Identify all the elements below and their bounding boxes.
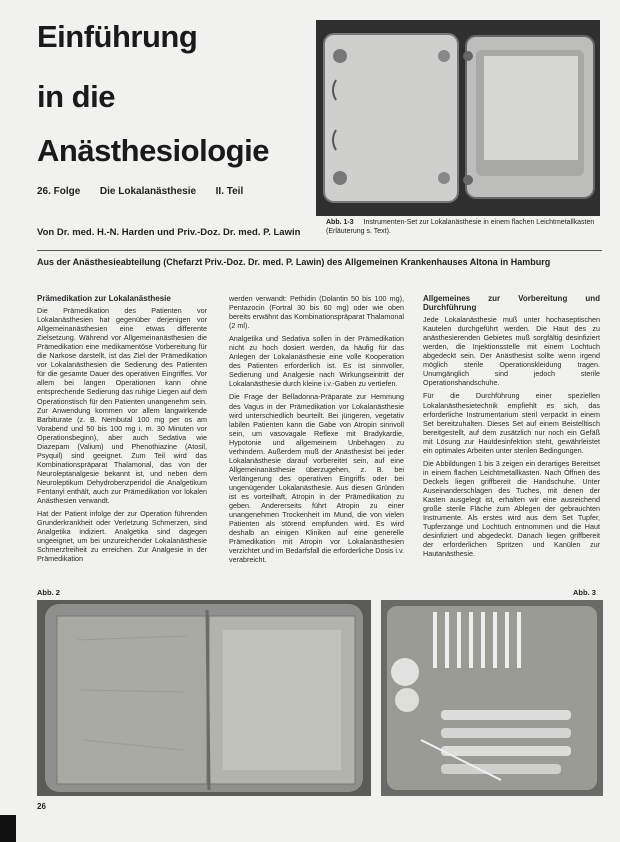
- column-3-paragraph-2: Für die Durchführung einer speziellen Lokalanästhesietechnik empfiehlt es sich, das erforderliche Instrumentarium steril verpackt in einem Set bereitzuhalten. Dieses Set auf einem Beistelltisch bereitgestellt, auf dem zusätzlich nur noch ein Gefäß mit Lösung zur Hautdesinfektion steht, gewährleistet ein optimales Arbeiten unter sterilen Bedingungen.: [423, 391, 600, 455]
- column-2-paragraph-2: Analgetika und Sedativa sollen in der Prämedikation nicht zu hoch dosiert werden, da häufig für das Anlegen der Lokalanästhesie eine volle Kooperation des Patienten erforderlich ist. Es ist sinnvoller, Sedierung und Analgesie nach Wirkungseintritt der Lokalanästhesie durch kleine i.v.-Gaben zu vertiefen.: [229, 334, 404, 389]
- series-label: 26. Folge: [37, 186, 81, 197]
- series-topic: Die Lokalanästhesie: [99, 186, 197, 197]
- figure-2-label: Abb. 2: [37, 588, 60, 597]
- column-3-paragraph-3: Die Abbildungen 1 bis 3 zeigen ein derartiges Bereitset in einem flachen Leichtmetallkasten. Nach Öffnen des Deckels liegen griffbereit die Handschuhe. Unter Auseinanderschlagen des Tuches, mit denen der Kasten ausgelegt ist, erhalten wir eine ausreichend große sterile Fläche zum Ablegen der gebrauchten Instrumente. Als erstes wird aus dem Set Tupfer, Tupferzange und Lochtuch entnommen und die Haut desinfiziert und abgedeckt. Danach liegen griffbereit der erforderlichen Spritzen und Kanülen zur Hautanästhesie.: [423, 458, 600, 559]
- title-line-2: in die: [37, 79, 115, 114]
- open-case-towel-image: [37, 600, 371, 796]
- figure-1-caption: [326, 218, 602, 236]
- figure-2-photo: [37, 600, 371, 796]
- column-3: [423, 294, 600, 562]
- figure-1-photo: [316, 20, 600, 216]
- authors-byline: Von Dr. med. H.-N. Harden und Priv.-Doz. Dr. med. P. Lawin: [37, 227, 301, 238]
- page-edge-marker: [0, 815, 16, 842]
- column-1: [37, 294, 207, 567]
- figure-3-photo: [381, 600, 603, 796]
- column-2-paragraph-3: Die Frage der Belladonna-Präparate zur Hemmung des Vagus in der Prämedikation vor Lokalanästhesie wird unterschiedlich beurteilt. Bei jüngeren, vegetativ labilen Patienten kann die Gabe von Atropin sinnvoll sein, um vasovagale Reflexe mit Bradykardie, Hypotonie und allgemeinem Unbehagen zu verhindern. Außerdem muß der Anästhesist bei jeder Lokalanästhesie darauf vorbereitet sein, auf eine Allgemeinanästhesie überzugehen, z. B. bei Verlängerung des operativen Eingriffs oder bei ungenügender Lokalanästhesie. Aus diesen Gründen ist es vorteilhaft, Atropin in der Prämedikation zu geben. Andererseits führt Atropin zu einer unangenehmen Trockenheit im Mund, die von vielen Patienten als störend empfunden wird. Es wird deshalb an einigen Kliniken auf eine generelle Prämedikation mit Atropin vor Lokalanästhesien verzichtet und im Bedarfsfall die erforderliche Dosis i.v. verabreicht.: [229, 392, 404, 565]
- instruments-tray-image: [381, 600, 603, 796]
- series-part: II. Teil: [215, 186, 244, 197]
- column-3-paragraph-1: Jede Lokalanästhesie muß unter hochaseptischen Kautelen durchgeführt werden. Die Haut des zu anästhesierenden Gebietes muß sorgfältig desinfiziert werden, die Injektionsstelle mit einem Lochtuch abgedeckt sein. Der Anästhesist sollte wenn irgend möglich sterile Operationskleidung tragen. Unumgänglich sind jedoch sterile Operationshandschuhe.: [423, 315, 600, 388]
- figure-3-label: Abb. 3: [573, 588, 596, 597]
- column-1-paragraph-1: Die Prämedikation des Patienten vor Lokalanästhesien hat gegenüber derjenigen vor Allgemeinanästhesien eine etwas differente Zielsetzung. Während vor Allgemeinanästhesien die Prämedikation eine medikamentöse Vorbereitung für die Narkose darstellt, ist das Ziel der Prämedikation vor Lokalanästhesien die Sedierung des Patienten für die gesamte Dauer des operativen Eingriffes. Vor allem bei langen Operationen kann ohne entsprechende Sedierung das ruhige Liegen auf dem Operationstisch für den Patienten unangenehm sein. Zur Anwendung kommen vor allem langwirkende Barbiturate (z. B. Nembutal 100 mg per os am Vorabend und 50 bis 100 mg i. m. 30 Minuten vor Operationsbeginn), aber auch Sedativa wie Diazepam (Valium) und Phenothiazine (Atosil, Psyquil) sind geeignet. Zum Teil wird das Kombinationspräparat Thalamonal, das von der Neuroleptanalgesie bekannt ist, und neben dem Neuroleptikum Dehydrobenzperidol die Analgetikum Fentanyl enthält, auch zur Prämedikation vor lokalen Anästhesien verwandt.: [37, 306, 207, 506]
- column-3-heading: Allgemeines zur Vorbereitung und Durchführung: [423, 294, 600, 313]
- series-line: [37, 186, 243, 197]
- header-divider: [37, 250, 602, 251]
- instrument-case-image: [316, 20, 600, 216]
- figure-1-caption-label: Abb. 1-3: [326, 219, 354, 226]
- title-line-3: Anästhesiologie: [37, 133, 269, 168]
- column-2-paragraph-1: werden verwandt: Pethidin (Dolantin 50 bis 100 mg), Pentazocin (Fortral 30 bis 60 mg) oder wie oben bereits erwähnt das Kombinationspräparat Thalamonal (2 ml).: [229, 294, 404, 331]
- column-1-heading: Prämedikation zur Lokalanästhesie: [37, 294, 171, 303]
- title-line-1: Einführung: [37, 19, 198, 54]
- page-number: 26: [37, 802, 46, 811]
- column-1-paragraph-2: Hat der Patient infolge der zur Operation führenden Grunderkrankheit oder Verletzung Schmerzen, sind Analgetika indiziert. Analgetika sind dagegen ungeeignet, um bei unzureichender Lokalanästhesie Schmerzfreiheit zu erreichen. Zur Analgesie in der Prämedikation: [37, 509, 207, 564]
- column-2: [229, 294, 404, 568]
- figure-1-caption-text: Instrumenten-Set zur Lokalanästhesie in einem flachen Leichtmetallkasten (Erläuterung s. Text).: [326, 219, 595, 235]
- department-line: Aus der Anästhesieabteilung (Chefarzt Priv.-Doz. Dr. med. P. Lawin) des Allgemeinen Krankenhauses Altona in Hamburg: [37, 257, 551, 267]
